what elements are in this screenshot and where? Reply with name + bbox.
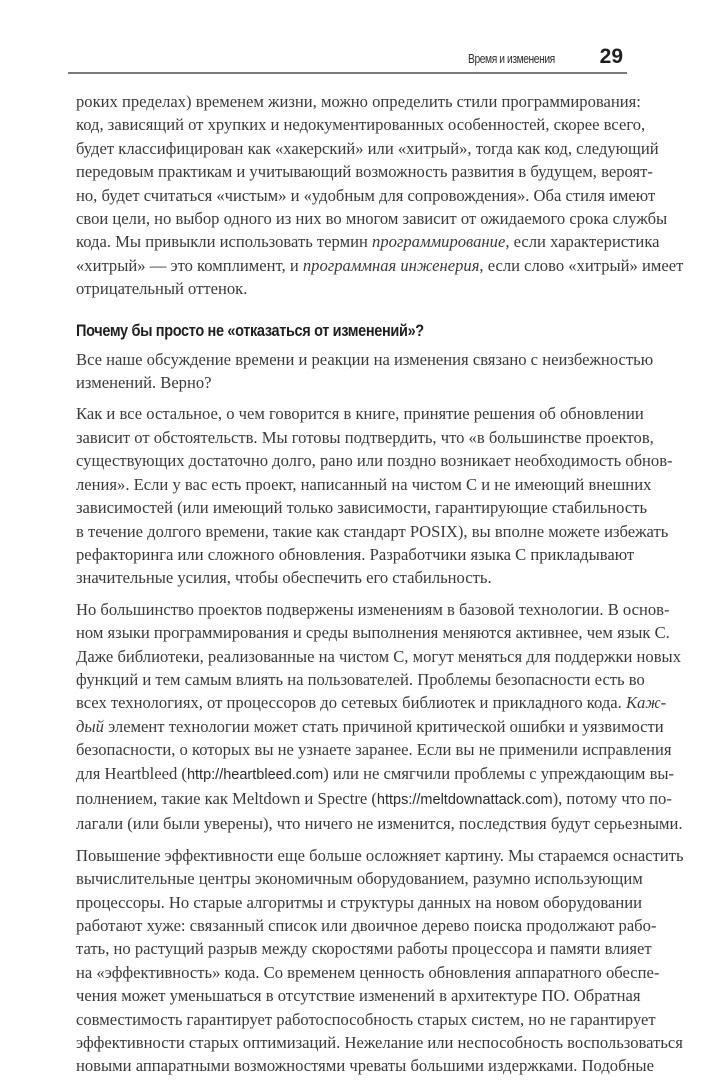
text-run: , если слово «хитрый» имеет [479, 255, 684, 275]
text-run: «хитрый» — это комплимент, и [76, 255, 303, 275]
paragraph-5 [76, 844, 684, 1078]
paragraph-1 [76, 90, 684, 301]
page-number: 29 [599, 45, 623, 68]
text-line: новыми аппаратными возможностями чреваты большими издержками. Подобные [76, 1056, 654, 1076]
link-meltdownattack[interactable]: https://meltdownattack.com [376, 791, 553, 808]
emphasis-every: Каж- [625, 693, 667, 713]
text-line: но, будет считаться «чистым» и «удобным для сопровождения». Оба стиля имеют [76, 185, 656, 205]
text-line: свои цели, но выбор одного из них во многом зависит от ожидаемого срока службы [76, 209, 668, 229]
text-line: в течение долгого времени, такие как стандарт POSIX), вы вполне можете избежать [76, 521, 669, 541]
text-line: работают хуже: связанный список или двоичное дерево поиска продолжают рабо- [76, 916, 657, 935]
text-line: вычислительные центры экономичным оборудованием, разумно использующим [76, 869, 643, 889]
text-line: безопасности, о которых вы не узнаете заранее. Если вы не применили исправления [76, 740, 672, 760]
text-line: процессоры. Но старые алгоритмы и структуры данных на новом оборудовании [76, 892, 642, 912]
text-line: значительные усилия, чтобы обеспечить его стабильность. [76, 568, 492, 588]
paragraph-4 [76, 598, 683, 836]
text-line: изменений. Верно? [76, 373, 212, 393]
text-run: кода. Мы привыкли использовать термин [76, 232, 373, 252]
text-run: элемент технологии может стать причиной критической ошибки и уязвимости [103, 716, 664, 736]
text-run: ), потому что по- [552, 788, 672, 808]
text-line: существующих достаточно долго, рано или поздно возникает необходимость обнов- [76, 451, 673, 471]
emphasis-term-software-engineering: программная инженерия [302, 255, 480, 275]
text-line: передовым практикам и учитывающий возможность развития в будущем, вероят- [76, 162, 653, 182]
text-line [76, 762, 675, 787]
page-body [76, 90, 684, 1086]
text-line: Но большинство проектов подвержены изменениям в базовой технологии. В основ- [76, 599, 670, 619]
text-line [76, 787, 672, 812]
emphasis-every: дый [76, 716, 104, 736]
text-line: ном языки программирования и среды выполнения меняются активнее, чем язык C. [76, 623, 670, 643]
text-run: всех технологиях, от процессоров до сетевых библиотек и прикладного кода. [76, 693, 626, 713]
text-line: Все наше обсуждение времени и реакции на изменения связано с неизбежностью [76, 349, 654, 369]
text-line: на «эффективность» кода. Со временем ценность обновления аппаратного обеспе- [76, 962, 660, 982]
section-heading: Почему бы просто не «отказаться от изменений»? [76, 321, 424, 340]
text-line: зависимостей (или имеющий только зависимости, гарантирующие стабильность [76, 498, 648, 518]
text-line: Даже библиотеки, реализованные на чистом C, могут меняться для поддержки новых [76, 646, 682, 666]
text-line: Повышение эффективности еще больше осложняет картину. Мы стараемся оснастить [76, 845, 684, 865]
text-line: тать, но растущий разрыв между скоростями работы процессора и памяти влияет [76, 939, 652, 959]
text-line: Как и все остальное, о чем говорится в книге, принятие решения об обновлении [76, 404, 644, 424]
text-line: рефакторинга или сложного обновления. Разработчики языка C прикладывают [76, 544, 635, 564]
text-line: код, зависящий от хрупких и недокументированных особенностей, скорее всего, [76, 115, 646, 135]
text-line: будет классифицирован как «хакерский» или «хитрый», тогда как код, следующий [76, 138, 659, 158]
text-line: совместимость гарантирует работоспособность старых систем, но не гарантирует [76, 1009, 656, 1029]
text-line: зависит от обстоятельств. Мы готовы подтвердить, что «в большинстве проектов, [76, 427, 654, 447]
link-heartbleed[interactable]: http://heartbleed.com [186, 766, 324, 783]
text-line [76, 230, 660, 253]
text-line: эффективности старых оптимизаций. Нежелание или неспособность воспользоваться [76, 1033, 683, 1053]
text-line: лагали (или были уверены), что ничего не изменится, последствия будут серьезными. [76, 814, 683, 834]
text-run: , если характеристика [505, 232, 660, 252]
text-line [76, 715, 664, 738]
text-line [76, 691, 667, 714]
page-header [68, 40, 627, 74]
paragraph-3 [76, 402, 673, 589]
text-line: роких пределах) временем жизни, можно определить стили программирования: [76, 92, 641, 111]
text-line: отрицательный оттенок. [76, 279, 248, 299]
emphasis-term-programming: программирование [372, 232, 506, 252]
text-line: чения может уменьшаться в отсутствие изменений в архитектуре ПО. Обратная [76, 986, 641, 1006]
text-line [76, 254, 684, 277]
running-title: Время и изменения [468, 52, 555, 66]
paragraph-2 [76, 348, 654, 395]
text-line: функций и тем самым влиять на пользователей. Проблемы безопасности есть во [76, 669, 645, 689]
text-run: полнением, такие как Meltdown и Spectre ( [76, 788, 377, 808]
text-run: ) или не смягчили проблемы с упреждающим вы- [323, 763, 675, 783]
text-line: ления». Если у вас есть проект, написанный на чистом C и не имеющий внешних [76, 474, 652, 494]
text-run: для Heartbleed ( [76, 763, 187, 783]
